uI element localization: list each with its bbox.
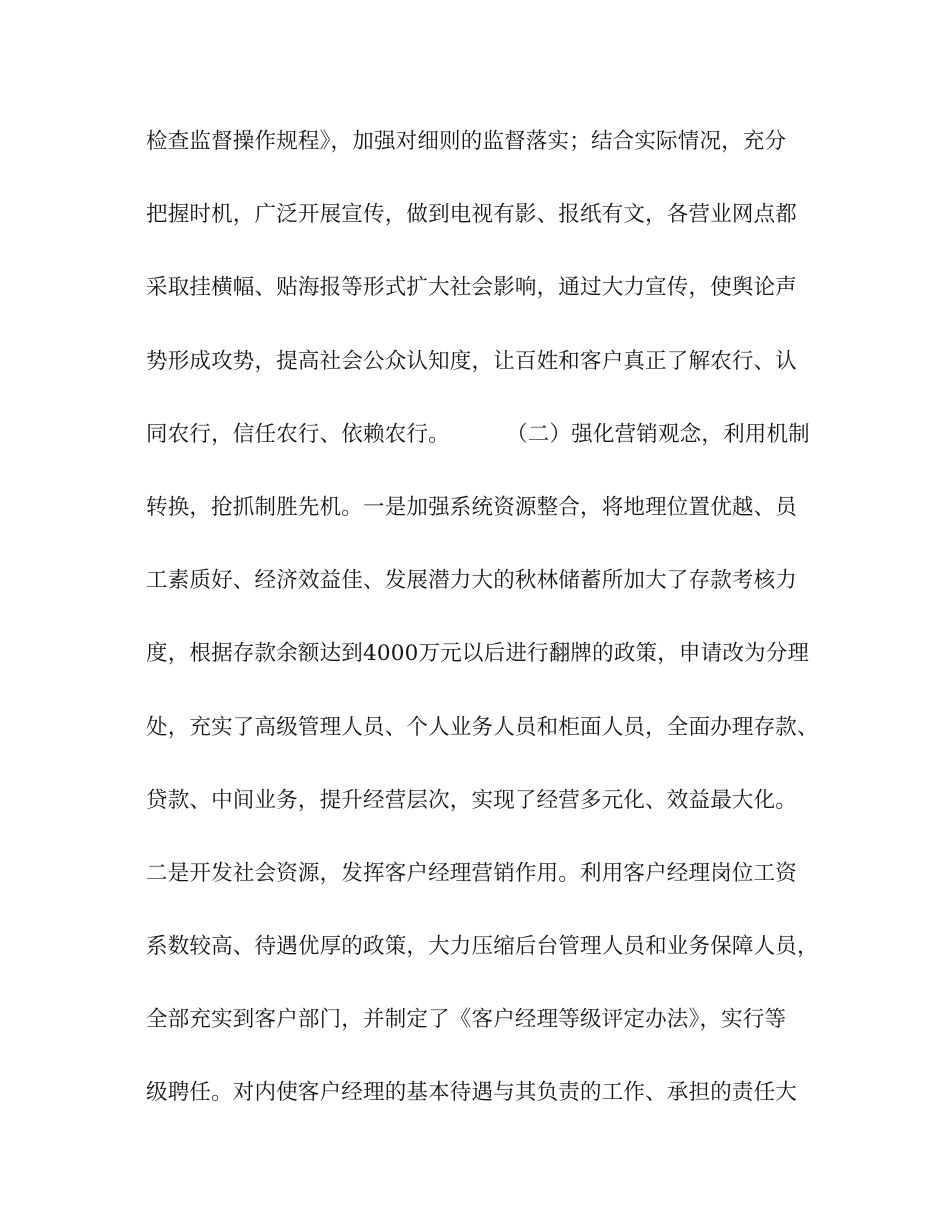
text-line: 采取挂横幅、贴海报等形式扩大社会影响，通过大力宣传，使舆论声: [146, 275, 798, 301]
body-text: [146, 125, 826, 1150]
text-line: 转换，抢抓制胜先机。一是加强系统资源整合，将地理位置优越、员: [146, 494, 798, 520]
text-line: 势形成攻势，提高社会公众认知度，让百姓和客户真正了解农行、认: [146, 348, 798, 374]
text-line: 工素质好、经济效益佳、发展潜力大的秋林储蓄所加大了存款考核力: [146, 568, 798, 594]
text-line: 处，充实了高级管理人员、个人业务人员和柜面人员，全面办理存款、: [146, 714, 819, 740]
text-line: 贷款、中间业务，提升经营层次，实现了经营多元化、效益最大化。: [146, 787, 798, 813]
text-line: 全部充实到客户部门，并制定了《客户经理等级评定办法》，实行等: [146, 1007, 787, 1033]
text-line: 同农行，信任农行、依赖农行。 （二）强化营销观念，利用机制: [146, 421, 810, 447]
text-line: 度，根据存款余额达到4000万元以后进行翻牌的政策，申请改为分理: [146, 641, 810, 667]
text-line: 检查监督操作规程》，加强对细则的监督落实；结合实际情况，充分: [146, 129, 787, 154]
text-line: 系数较高、待遇优厚的政策，大力压缩后台管理人员和业务保障人员，: [146, 934, 819, 960]
text-line: 把握时机，广泛开展宣传，做到电视有影、报纸有文，各营业网点都: [146, 202, 798, 228]
text-line: 二是开发社会资源，发挥客户经理营销作用。利用客户经理岗位工资: [146, 860, 798, 886]
text-line: 级聘任。对内使客户经理的基本待遇与其负责的工作、承担的责任大: [146, 1080, 798, 1106]
